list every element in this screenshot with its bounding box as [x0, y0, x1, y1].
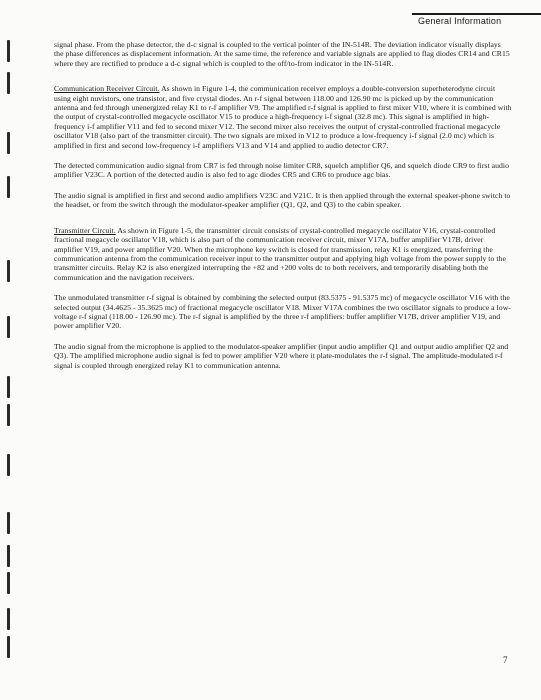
- paragraph-phase-detector: [54, 40, 512, 68]
- page-number: 7: [503, 655, 508, 665]
- body-text: [54, 40, 512, 381]
- paragraph-microphone-audio: [54, 342, 512, 370]
- paragraph-text: signal phase. From the phase detector, the d-c signal is coupled to the vertical pointer of the IN-514R. The deviation indicator visually displays the phase differences as displacement information. At the same time, the reference and variable signals are applied to flag diodes CR14 and CR15 where they are rectified to produce a d-c signal which is coupled to the off/to-from indicator in the IN-514R.: [54, 40, 510, 68]
- running-header: General Information: [418, 16, 502, 26]
- paragraph-text: The audio signal is amplified in first and second audio amplifiers V23C and V21C. It is then applied through the external speaker-phone switch to the headset, or from the switch through the modulator-speaker amplifier (Q1, Q2, and Q3) to the cabin speaker.: [54, 190, 511, 210]
- paragraph-text: The detected communication audio signal from CR7 is fed through noise limiter CR8, squelch amplifier Q6, and squelch diode CR9 to first audio amplifier V23C. A portion of the detected audio is also fed to agc diodes CR5 and CR6 to produce agc bias.: [54, 161, 509, 180]
- paragraph-unmodulated-signal: [54, 293, 512, 331]
- paragraph-communication-receiver: [54, 84, 512, 150]
- binding-marks: [5, 0, 15, 700]
- section-heading-communication-receiver: Communication Receiver Circuit.: [54, 84, 160, 94]
- paragraph-text: The audio signal from the microphone is applied to the modulator-speaker amplifier (input audio amplifier Q1 and output audio amplifier Q2 and Q3). The amplified microphone audio signal is fed to power amplifier V20 where it plate-modulates the r-f signal. The amplitude-modulated r-f signal is coupled through energized relay K1 to communication antenna.: [54, 341, 509, 370]
- paragraph-text: As shown in Figure 1-5, the transmitter circuit consists of crystal-controlled megacycle oscillator V16, crystal-controlled fractional megacycle oscillator V18, which is also part of the communication receiver circuit, mixer V17A, buffer amplifier V17B, driver amplifier V19, and power amplifier V20. When the microphone key switch is closed for transmission, relay K1 is energized, transferring the communication antenna from the communication receiver input to the transmitter output and applying high voltage from the power supply to the transmitter circuits. Relay K2 is also energized interrupting the +82 and +200 volts dc to both receivers, and temporarily disabling both the communication and the navigation receivers.: [54, 225, 506, 282]
- paragraph-audio-amplified: [54, 191, 512, 210]
- header-rule: [412, 13, 541, 15]
- paragraph-detected-audio: [54, 161, 512, 180]
- paragraph-transmitter-circuit: [54, 226, 512, 282]
- paragraph-text: As shown in Figure 1-4, the communication receiver employs a double-conversion superheterodyne circuit using eight nuvistors, one transistor, and five crystal diodes. An r-f signal between 118.00 and 126.90 mc is picked up by the communication antenna and fed through unenergized relay K1 to r-f amplifier V9. The amplified r-f signal is applied to first mixer V10, where it is combined with the output of crystal-controlled megacycle oscillator V15 to produce a high-frequency i-f signal (32.8 mc). This signal is amplified in high-frequency i-f amplifier V11 and fed to second mixer V12. The second mixer also receives the output of crystal-controlled fractional megacycle oscillator V18 (also part of the transmitter circuit). The two signals are mixed in V12 to produce a low-frequency i-f signal (2.0 mc) which is amplified in first and second low-frequency i-f amplifiers V13 and V14 and applied to audio detector CR7.: [54, 84, 512, 150]
- paragraph-text: The unmodulated transmitter r-f signal is obtained by combining the selected output (83.5375 - 91.5375 mc) of megacycle oscillator V16 with the selected output (34.4625 - 35.3625 mc) of fractional megacycle oscillator V18. Mixer V17A combines the two oscillator signals to produce a low-voltage r-f signal (118.00 - 126.90 mc). The r-f signal is amplified by the three r-f amplifiers: buffer amplifier V17B, driver amplifier V19, and power amplifier V20.: [54, 293, 511, 331]
- section-heading-transmitter-circuit: Transmitter Circuit.: [54, 225, 116, 235]
